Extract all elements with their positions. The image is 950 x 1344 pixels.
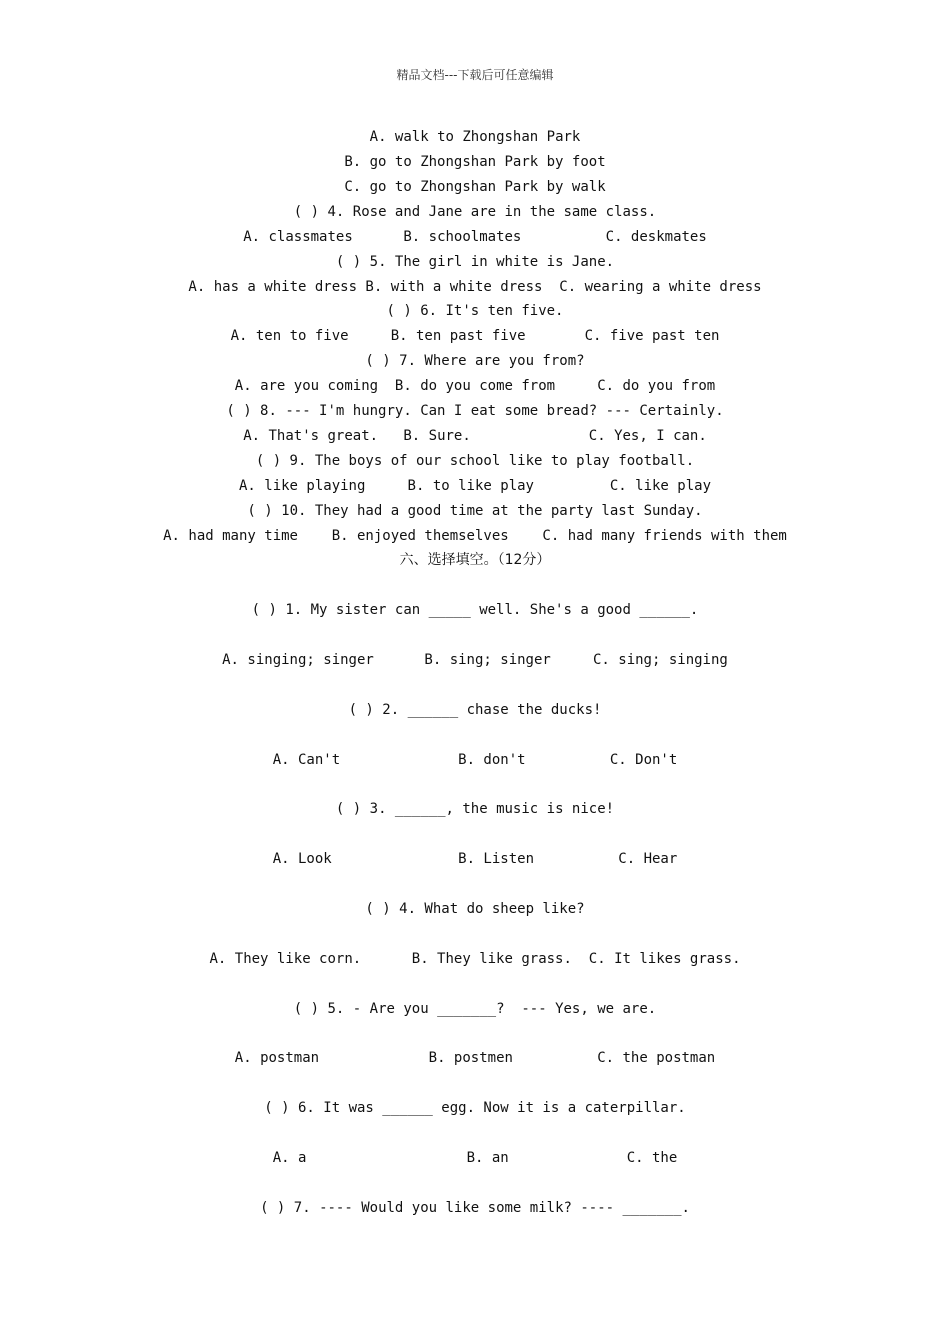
- question-line: ( ) 5. - Are you _______? --- Yes, we are.: [293, 1001, 657, 1017]
- question-line: ( ) 4. What do sheep like?: [365, 901, 585, 917]
- question-line: ( ) 2. ______ chase the ducks!: [348, 702, 602, 718]
- option-line: A. That's great. B. Sure. C. Yes, I can.: [243, 428, 707, 444]
- section-title: 六、选择填空。（12分）: [399, 552, 551, 568]
- option-line: A. are you coming B. do you come from C. do you from: [234, 378, 716, 394]
- question-line: ( ) 4. Rose and Jane are in the same class.: [293, 204, 657, 220]
- question-line: ( ) 3. ______, the music is nice!: [335, 801, 615, 817]
- question-line: ( ) 9. The boys of our school like to play football.: [255, 453, 695, 469]
- question-line: ( ) 7. Where are you from?: [365, 353, 585, 369]
- question-line: ( ) 5. The girl in white is Jane.: [335, 254, 615, 270]
- option-line: A. postman B. postmen C. the postman: [234, 1050, 716, 1066]
- option-line: B. go to Zhongshan Park by foot: [344, 154, 606, 170]
- question-line: ( ) 7. ---- Would you like some milk? ---- _______.: [260, 1200, 690, 1216]
- option-line: A. walk to Zhongshan Park: [369, 129, 581, 145]
- option-line: A. had many time B. enjoyed themselves C. had many friends with them: [163, 528, 787, 544]
- option-line: A. They like corn. B. They like grass. C. It likes grass.: [209, 951, 741, 967]
- question-line: ( ) 1. My sister can _____ well. She's a good ______.: [251, 602, 699, 618]
- option-line: A. Look B. Listen C. Hear: [272, 851, 678, 867]
- page-header: 精品文档---下载后可任意编辑: [396, 68, 554, 82]
- question-line: ( ) 6. It was ______ egg. Now it is a caterpillar.: [264, 1100, 686, 1116]
- option-line: C. go to Zhongshan Park by walk: [344, 179, 606, 195]
- option-line: A. like playing B. to like play C. like play: [238, 478, 711, 494]
- question-line: ( ) 6. It's ten five.: [386, 303, 564, 319]
- option-line: A. has a white dress B. with a white dress C. wearing a white dress: [188, 279, 762, 295]
- option-line: A. classmates B. schoolmates C. deskmates: [243, 229, 707, 245]
- option-line: A. Can't B. don't C. Don't: [272, 752, 678, 768]
- option-line: A. a B. an C. the: [272, 1150, 678, 1166]
- option-line: A. singing; singer B. sing; singer C. sing; singing: [222, 652, 728, 668]
- question-line: ( ) 10. They had a good time at the party last Sunday.: [247, 503, 703, 519]
- question-line: ( ) 8. --- I'm hungry. Can I eat some bread? --- Certainly.: [226, 403, 724, 419]
- option-line: A. ten to five B. ten past five C. five past ten: [230, 328, 720, 344]
